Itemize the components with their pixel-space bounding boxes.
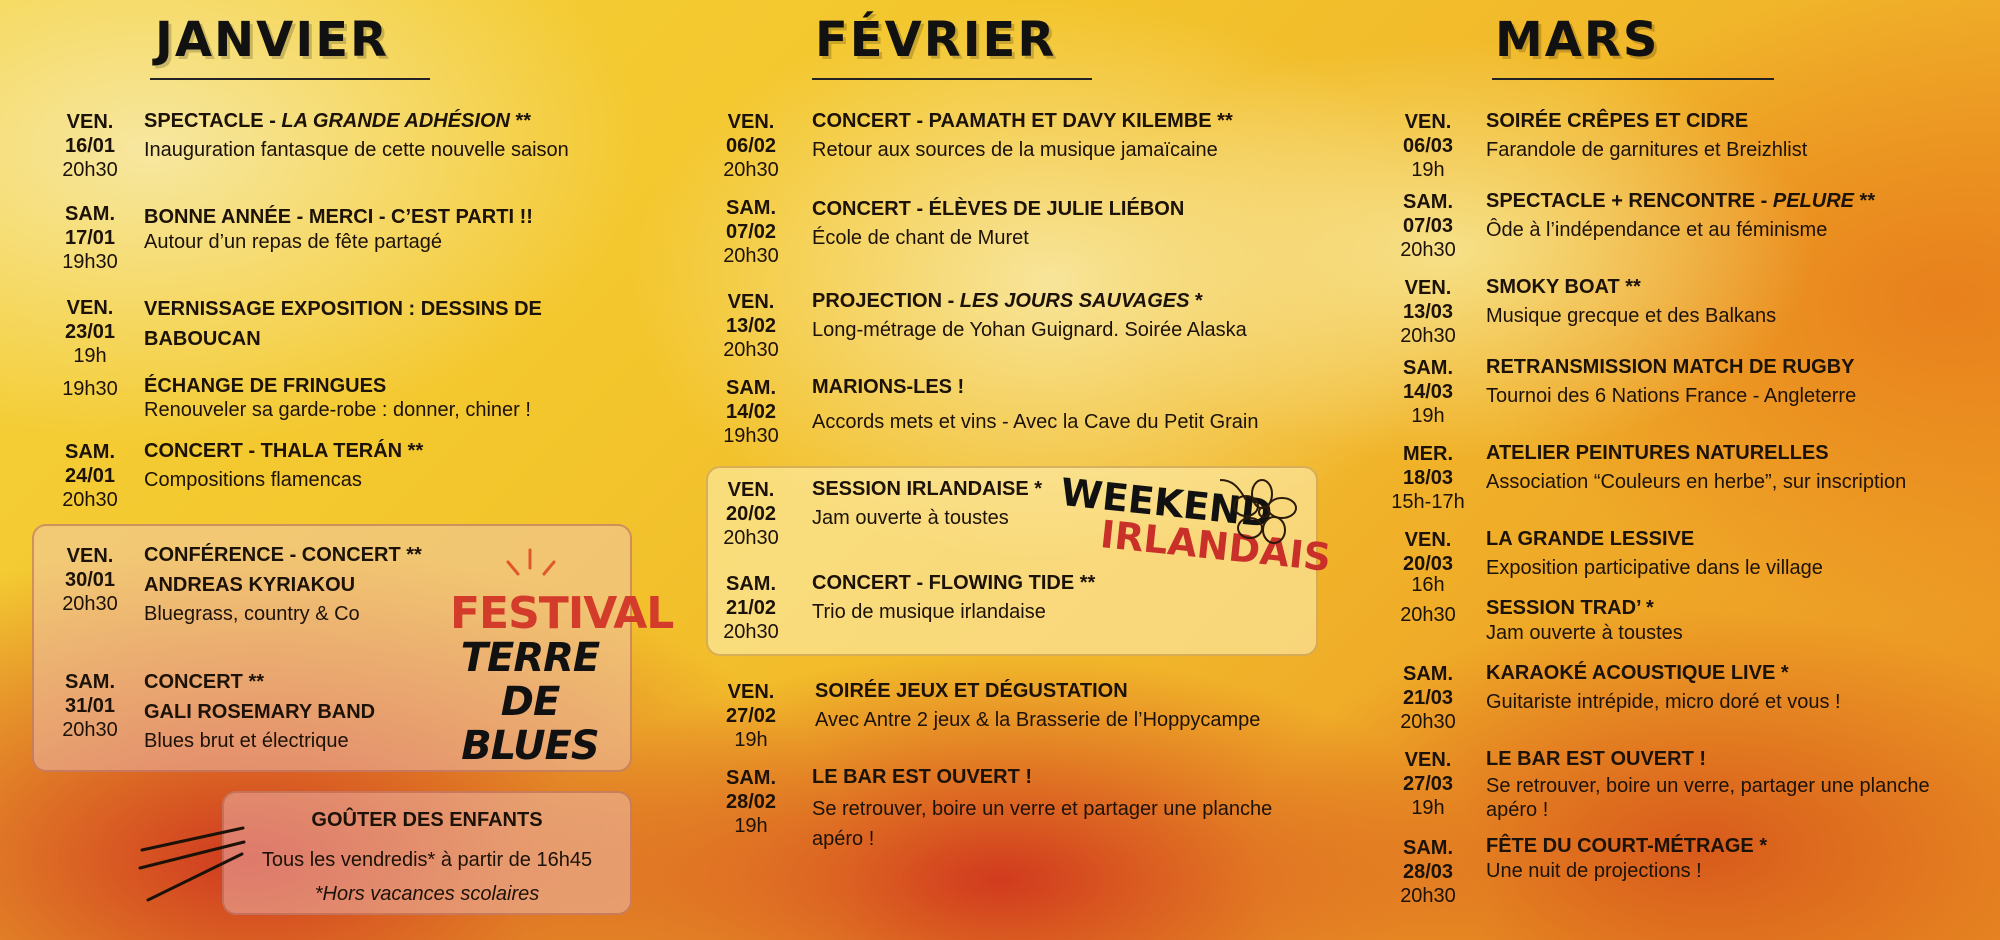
event-date: VEN. 06/03 19h: [1402, 111, 1454, 181]
event-info: VERNISSAGE EXPOSITION : DESSINS DE BABOUCAN: [144, 298, 542, 350]
event-info: SOIRÉE CRÊPES ET CIDRE Farandole de garnitures et Breizhlist: [1486, 110, 1808, 161]
event-date: VEN. 20/02 20h30: [723, 479, 779, 549]
event-info: MARIONS-LES ! Accords mets et vins - Avec la Cave du Petit Grain: [812, 376, 1259, 433]
month-title-janvier: JANVIER: [155, 12, 389, 68]
event-date: VEN. 27/02 19h: [725, 681, 777, 751]
event-info: SESSION TRAD’ * Jam ouverte à toustes: [1486, 597, 1683, 644]
month-underline: [812, 78, 1092, 80]
event-date: SAM. 14/03 19h: [1402, 357, 1454, 427]
event-date: SAM. 17/01 19h30: [62, 203, 118, 273]
month-title-mars: MARS: [1495, 12, 1660, 68]
gouter-content: [222, 803, 632, 911]
event-date: 19h30: [62, 378, 118, 400]
event-info: BONNE ANNÉE - MERCI - C’EST PARTI !! Autour d’un repas de fête partagé: [144, 206, 533, 253]
event-date: VEN. 13/02 20h30: [723, 291, 779, 361]
event-info: FÊTE DU COURT-MÉTRAGE * Une nuit de projections !: [1486, 835, 1768, 882]
event-date: SAM. 21/02 20h30: [723, 573, 779, 643]
event-info: LE BAR EST OUVERT ! Se retrouver, boire un verre et partager une planche apéro !: [812, 766, 1273, 850]
event-date: SAM. 24/01 20h30: [62, 441, 118, 511]
event-info: KARAOKÉ ACOUSTIQUE LIVE * Guitariste intrépide, micro doré et vous !: [1486, 662, 1841, 713]
event-info: SOIRÉE JEUX ET DÉGUSTATION Avec Antre 2 jeux & la Brasserie de l’Hoppycampe: [815, 680, 1261, 731]
event-info: LA GRANDE LESSIVE Exposition participative dans le village: [1486, 528, 1823, 579]
event-date: 20h30: [1400, 604, 1456, 626]
event-info: SMOKY BOAT ** Musique grecque et des Balkans: [1486, 276, 1777, 327]
event-info: CONCERT ** GALI ROSEMARY BAND Blues brut et électrique: [144, 671, 376, 752]
event-info: ÉCHANGE DE FRINGUES Renouveler sa garde-robe : donner, chiner !: [144, 375, 531, 421]
month-title-fevrier: FÉVRIER: [815, 12, 1057, 68]
event-date: SAM. 28/02 19h: [725, 767, 777, 837]
event-info: PROJECTION - LES JOURS SAUVAGES * Long-métrage de Yohan Guignard. Soirée Alaska: [812, 290, 1247, 341]
event-date: SAM. 28/03 20h30: [1400, 837, 1456, 907]
event-info: RETRANSMISSION MATCH DE RUGBY Tournoi des 6 Nations France - Angleterre: [1486, 356, 1857, 407]
event-date: SAM. 31/01 20h30: [62, 671, 118, 741]
event-info: CONCERT - THALA TERÁN ** Compositions flamencas: [144, 440, 424, 491]
event-date: MER. 18/03 15h-17h: [1391, 443, 1465, 513]
event-info: SPECTACLE + RENCONTRE - PELURE ** Ôde à l’indépendance et au féminisme: [1486, 190, 1876, 241]
event-info: CONFÉRENCE - CONCERT ** ANDREAS KYRIAKOU Bluegrass, country & Co: [144, 544, 422, 625]
weekend-irlandais-logo: WEEKEND IRLANDAIS: [1058, 469, 1333, 580]
event-date: VEN. 06/02 20h30: [723, 111, 779, 181]
event-info: CONCERT - ÉLÈVES DE JULIE LIÉBON École de chant de Muret: [812, 198, 1185, 249]
event-date: SAM. 21/03 20h30: [1400, 663, 1456, 733]
event-info: LE BAR EST OUVERT ! Se retrouver, boire un verre, partager une planche apéro !: [1486, 748, 1930, 821]
event-date: VEN. 23/01 19h: [64, 297, 116, 367]
month-underline: [150, 78, 430, 80]
event-info: CONCERT - FLOWING TIDE ** Trio de musique irlandaise: [812, 572, 1096, 623]
flower-icon: [1218, 472, 1302, 552]
month-underline: [1492, 78, 1774, 80]
event-date: SAM. 07/02 20h30: [723, 197, 779, 267]
event-date: VEN. 30/01 20h30: [62, 545, 118, 615]
event-date: VEN. 27/03 19h: [1402, 749, 1454, 819]
festival-terre-de-blues-logo: FESTIVAL TERRE DE BLUES: [450, 588, 674, 769]
event-date: SAM. 14/02 19h30: [723, 377, 779, 447]
sparkle-icon: [490, 548, 570, 584]
gouter-note: *Hors vacances scolaires: [314, 883, 540, 905]
event-date: VEN. 16/01 20h30: [62, 111, 118, 181]
gouter-line: Tous les vendredis* à partir de 16h45: [261, 849, 593, 871]
event-info: CONCERT - PAAMATH ET DAVY KILEMBE ** Retour aux sources de la musique jamaïcaine: [812, 110, 1233, 161]
gouter-title: GOÛTER DES ENFANTS: [311, 809, 543, 831]
event-date: VEN. 20/03 16h: [1402, 529, 1454, 596]
event-info: ATELIER PEINTURES NATURELLES Association “Couleurs en herbe”, sur inscription: [1486, 442, 1907, 493]
event-info: SPECTACLE - LA GRANDE ADHÉSION ** Inauguration fantasque de cette nouvelle saison: [144, 110, 569, 161]
event-date: VEN. 13/03 20h30: [1400, 277, 1456, 347]
event-info: SESSION IRLANDAISE * Jam ouverte à toustes: [812, 478, 1043, 529]
event-date: SAM. 07/03 20h30: [1400, 191, 1456, 261]
